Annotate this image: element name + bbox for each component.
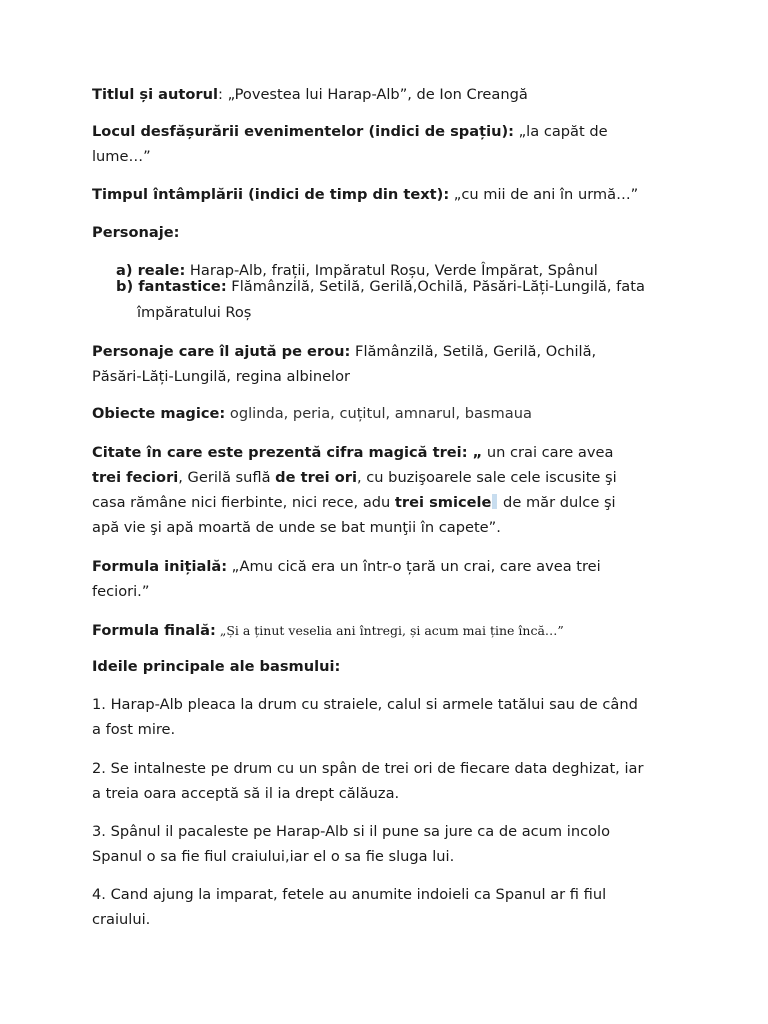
quotes-label: Citate în care este prezentă cifra magică trei: <box>92 444 468 461</box>
fantastic-continuation: împăratului Roș <box>137 304 252 321</box>
main-idea-item: 2. Se intalneste pe drum cu un spân de trei ori de fiecare data deghizat, iar a treia oara acceptă să il ia drept călăuza. <box>92 760 644 802</box>
title-author-label: Titlul și autorul <box>92 86 219 103</box>
title-author-text: : „Povestea lui Harap-Alb”, de Ion Creangă <box>218 86 528 103</box>
title-author-line <box>92 82 682 107</box>
characters-fantastic-item <box>116 277 696 297</box>
place-text-cont: lume…” <box>92 148 151 165</box>
quotes-paragraph: Citate în care este prezentă cifra magică trei: „ un crai care avea trei feciori, Gerilă suflă de trei ori, cu buzişoarele sale cele iscusite şi casa rămâne nici fierbinte, nici rece, adu trei smicele de măr dulce şi apă vie şi apă moartă de unde se bat munţii în capete”. <box>92 444 617 536</box>
magic-objects-line <box>92 401 682 426</box>
main-idea-item: 4. Cand ajung la imparat, fetele au anumite indoieli ca Spanul ar fi fiul craiului. <box>92 886 607 928</box>
main-ideas-heading: Ideile principale ale basmului: <box>92 658 341 675</box>
time-label: Timpul întâmplării (indici de timp din text): <box>92 186 450 203</box>
text-cursor-highlight <box>492 494 497 509</box>
initial-formula-label: Formula inițială: <box>92 558 228 575</box>
fantastic-text: Flămânzilă, Setilă, Gerilă,Ochilă, Păsări-Lăți-Lungilă, fata <box>226 278 645 295</box>
final-formula-line <box>92 618 682 643</box>
real-text: Harap-Alb, frații, Impăratul Roșu, Verde Împărat, Spânul <box>185 262 598 279</box>
time-line <box>92 182 682 207</box>
initial-formula-paragraph: Formula inițială: „Amu cică era un într-o țară un crai, care avea trei feciori.” <box>92 558 601 600</box>
helpers-text: Flămânzilă, Setilă, Gerilă, Ochilă, <box>350 343 597 360</box>
main-idea-item: 1. Harap-Alb pleaca la drum cu straiele, calul si armele tatălui sau de când a fost mire. <box>92 696 638 738</box>
final-formula-label: Formula finală: <box>92 622 216 639</box>
place-paragraph <box>92 119 682 169</box>
final-formula-text: „Și a ținut veselia ani întregi, și acum mai ține încă…” <box>215 623 564 638</box>
time-text: „cu mii de ani în urmă…” <box>449 186 639 203</box>
characters-heading: Personaje: <box>92 224 180 241</box>
magic-objects-text: oglinda, peria, cuțitul, amnarul, basmaua <box>225 405 532 422</box>
fantastic-marker: b) fantastice: <box>116 278 227 295</box>
helpers-paragraph <box>92 339 682 389</box>
helpers-label: Personaje care îl ajută pe erou: <box>92 343 351 360</box>
magic-objects-label: Obiecte magice: <box>92 405 226 422</box>
helpers-text-cont: Păsări-Lăți-Lungilă, regina albinelor <box>92 368 351 385</box>
place-label: Locul desfășurării evenimentelor (indici de spațiu): <box>92 123 514 140</box>
main-idea-item: 3. Spânul il pacaleste pe Harap-Alb si il pune sa jure ca de acum incolo Spanul o sa fie fiul craiului,iar el o sa fie sluga lui. <box>92 823 611 865</box>
real-marker: a) reale: <box>116 262 186 279</box>
place-text: „la capăt de <box>513 123 608 140</box>
